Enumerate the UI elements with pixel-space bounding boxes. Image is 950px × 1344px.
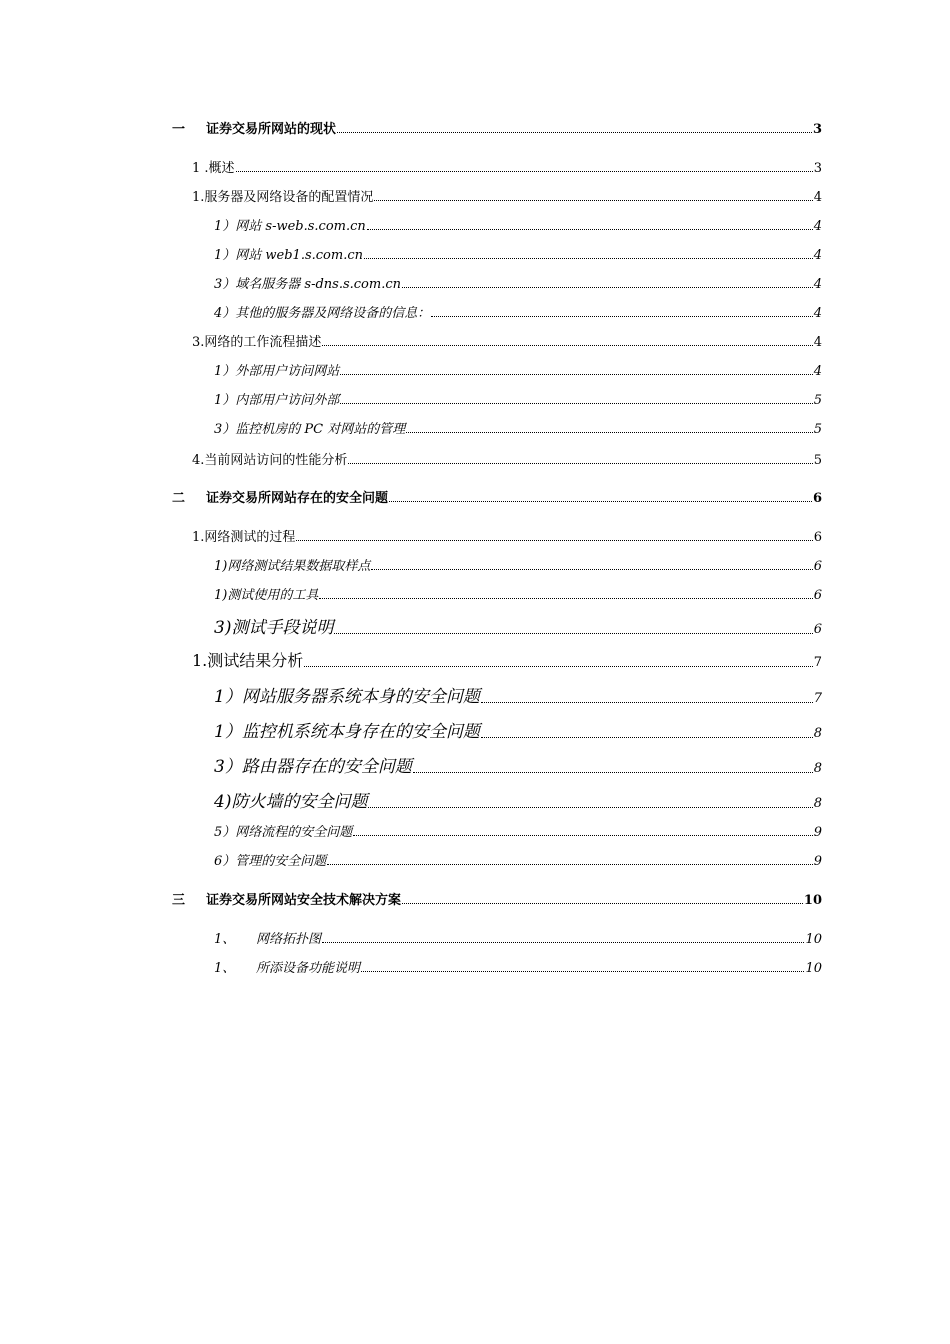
entry-title: 6）管理的安全问题 [214, 854, 327, 869]
dot-leader [374, 200, 812, 201]
dot-leader [340, 403, 812, 404]
entry-title: 1.测试结果分析 [192, 651, 304, 670]
page-number: 7 [813, 655, 822, 670]
section-number: 一 [172, 122, 186, 137]
page-number: 9 [813, 854, 822, 869]
toc-entry[interactable] [214, 555, 822, 574]
toc-entry[interactable] [214, 682, 822, 707]
page-number: 4 [813, 364, 822, 379]
page-number: 10 [805, 961, 822, 976]
page-number: 7 [813, 691, 822, 706]
entry-title: 1）网站服务器系统本身的安全问题 [214, 687, 480, 707]
toc-entry[interactable] [192, 648, 822, 671]
entry-title: 网络拓扑图 [256, 932, 322, 947]
page-number: 4 [813, 248, 822, 263]
entry-title: 3）监控机房的 PC 对网站的管理 [214, 422, 406, 437]
toc-entry[interactable] [214, 215, 822, 234]
toc-entry[interactable] [192, 449, 822, 468]
page-number: 6 [812, 491, 822, 506]
entry-title: 5）网络流程的安全问题 [214, 825, 353, 840]
toc-entry[interactable] [214, 787, 822, 812]
dot-leader [402, 287, 813, 288]
page-number: 9 [813, 825, 822, 840]
toc-entry[interactable] [214, 273, 822, 292]
toc-entry[interactable] [192, 331, 822, 350]
toc-entry[interactable] [214, 957, 822, 976]
dot-leader [402, 903, 803, 904]
page-number: 8 [813, 761, 822, 776]
toc-entry[interactable] [214, 244, 822, 263]
dot-leader [364, 258, 813, 259]
toc-entry[interactable] [214, 613, 822, 638]
entry-number: 1、 [214, 932, 236, 947]
dot-leader [322, 345, 812, 346]
toc-entry[interactable] [214, 752, 822, 777]
entry-title: 1）网站 s-web.s.com.cn [214, 219, 366, 234]
section-title: 证券交易所网站的现状 [206, 122, 337, 137]
page-number: 6 [813, 622, 822, 637]
page-number: 6 [813, 530, 822, 545]
dot-leader [368, 807, 812, 808]
page-number: 3 [812, 122, 822, 137]
dot-leader [337, 132, 812, 133]
toc-entry[interactable] [214, 584, 822, 603]
toc-entry[interactable] [192, 157, 822, 176]
entry-title: 4）其他的服务器及网络设备的信息： [214, 306, 431, 321]
entry-title: 3）域名服务器 s-dns.s.com.cn [214, 277, 401, 292]
toc-entry[interactable] [214, 850, 822, 869]
page-number: 8 [813, 796, 822, 811]
page-number: 4 [813, 277, 822, 292]
toc-entry[interactable] [214, 418, 822, 437]
dot-leader [481, 702, 813, 703]
section-title: 证券交易所网站存在的安全问题 [206, 491, 389, 506]
entry-title: 1）网站 web1.s.com.cn [214, 248, 363, 263]
toc-entry[interactable] [214, 360, 822, 379]
entry-title: 3)测试手段说明 [214, 618, 334, 638]
dot-leader [322, 942, 804, 943]
page-number: 4 [813, 306, 822, 321]
toc-entry[interactable] [214, 389, 822, 408]
page-number: 5 [813, 422, 822, 437]
toc-section-3[interactable] [172, 889, 822, 908]
toc-section-2[interactable] [172, 487, 822, 506]
entry-title: 1)测试使用的工具 [214, 588, 319, 603]
toc-entry[interactable] [214, 928, 822, 947]
page-number: 4 [813, 219, 822, 234]
entry-title: 1）外部用户访问网站 [214, 364, 340, 379]
toc-entry[interactable] [214, 717, 822, 742]
page-number: 10 [803, 893, 822, 908]
entry-title: 1）监控机系统本身存在的安全问题 [214, 722, 480, 742]
dot-leader [481, 737, 813, 738]
page-number: 6 [813, 588, 822, 603]
dot-leader [413, 772, 813, 773]
entry-title: 4)防火墙的安全问题 [214, 792, 368, 812]
page-number: 8 [813, 726, 822, 741]
entry-title: 1.网络测试的过程 [192, 530, 296, 545]
dot-leader [296, 540, 812, 541]
entry-title: 所添设备功能说明 [256, 961, 361, 976]
entry-title: 1)网络测试结果数据取样点 [214, 559, 371, 574]
entry-number: 1、 [214, 961, 236, 976]
page-number: 5 [813, 393, 822, 408]
entry-title: 3）路由器存在的安全问题 [214, 757, 412, 777]
toc-section-1[interactable] [172, 118, 822, 137]
dot-leader [367, 229, 813, 230]
page-number: 10 [805, 932, 822, 947]
dot-leader [319, 598, 812, 599]
dot-leader [348, 463, 812, 464]
section-title: 证券交易所网站安全技术解决方案 [206, 893, 402, 908]
dot-leader [353, 835, 812, 836]
entry-title: 1.服务器及网络设备的配置情况 [192, 190, 374, 205]
section-number: 二 [172, 491, 186, 506]
page-number: 3 [813, 161, 822, 176]
dot-leader [406, 432, 812, 433]
toc-entry[interactable] [214, 821, 822, 840]
entry-title: 3.网络的工作流程描述 [192, 335, 322, 350]
entry-title: 1 .概述 [192, 161, 235, 176]
dot-leader [431, 316, 812, 317]
dot-leader [340, 374, 812, 375]
toc-entry[interactable] [192, 526, 822, 545]
toc-entry[interactable] [214, 302, 822, 321]
page-number: 4 [813, 335, 822, 350]
section-number: 三 [172, 893, 186, 908]
dot-leader [334, 633, 812, 634]
page-number: 5 [813, 453, 822, 468]
entry-title: 4.当前网站访问的性能分析 [192, 453, 348, 468]
page-number: 6 [813, 559, 822, 574]
dot-leader [371, 569, 812, 570]
page-number: 4 [813, 190, 822, 205]
dot-leader [304, 666, 812, 667]
dot-leader [327, 864, 812, 865]
dot-leader [389, 501, 812, 502]
toc-entry[interactable] [192, 186, 822, 205]
dot-leader [236, 171, 813, 172]
dot-leader [361, 971, 804, 972]
entry-title: 1）内部用户访问外部 [214, 393, 340, 408]
